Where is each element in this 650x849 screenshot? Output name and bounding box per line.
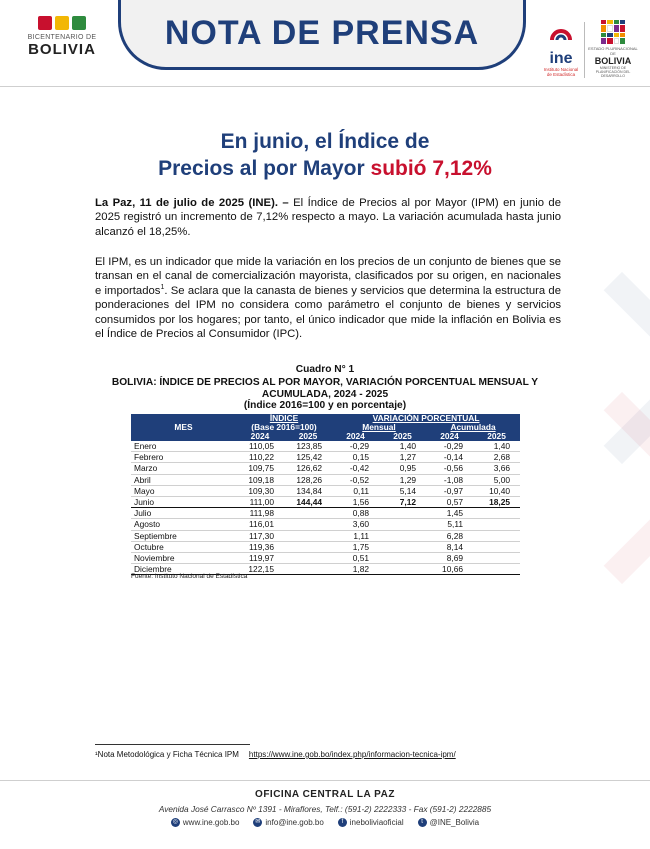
- table-cell-a25: [473, 564, 520, 575]
- table-row: [131, 508, 520, 519]
- table-cell-mes: Agosto: [131, 519, 236, 530]
- table-cell-mes: Enero: [131, 441, 236, 452]
- facebook-icon: f: [338, 818, 347, 827]
- table-cell-i25: 123,85: [284, 441, 332, 452]
- table-cell-m24: 0,15: [332, 452, 379, 463]
- table-row: [131, 530, 520, 541]
- table-cell-a24: 8,14: [426, 541, 473, 552]
- table-number: Cuadro N° 1: [295, 364, 355, 375]
- footnote: [95, 750, 456, 759]
- table-cell-mes: Noviembre: [131, 553, 236, 564]
- paragraph-definition: [95, 255, 561, 341]
- table-cell-i24: 110,22: [236, 452, 284, 463]
- paragraph-definition-a: El IPM, es un indicador que mide la variación en los precios de un conjunto de bienes que se transan en el canal de comercialización mayorista, clasificados por su origen, en nacionales e importados: [95, 256, 561, 297]
- contact-twitter[interactable]: [418, 818, 479, 827]
- table-cell-m25: 1,29: [379, 474, 426, 485]
- table-cell-m24: 0,11: [332, 485, 379, 496]
- table-cell-m24: -0,52: [332, 474, 379, 485]
- table-cell-m25: 7,12: [379, 497, 426, 508]
- table-row: [131, 463, 520, 474]
- table-cell-i24: 119,36: [236, 541, 284, 552]
- table-row: [131, 485, 520, 496]
- paragraph-definition-b: . Se aclara que la canasta de bienes y servicios que determina la estructura de ponderaciones del IPM no considera como parámetro el conjunto de bienes y servicios consumidos por los hogares; por tanto, el único indicador que mide la inflación en Bolivia es el Índice de Precios al Consumidor (IPC).: [95, 284, 561, 341]
- table-cell-mes: Octubre: [131, 541, 236, 552]
- paragraph-lead: [95, 196, 561, 239]
- table-cell-m24: 0,88: [332, 508, 379, 519]
- dateline: La Paz, 11 de julio de 2025 (INE). –: [95, 197, 289, 209]
- table-cell-i24: 122,15: [236, 564, 284, 575]
- bicentenario-label: BICENTENARIO DE: [27, 34, 97, 41]
- table-cell-mes: Mayo: [131, 485, 236, 496]
- paragraph-lead-text: El Índice de Precios al por Mayor (IPM) en junio de 2025 registró un incremento de 7,12% respecto a mayo. La variación acumulada hasta junio alcanzó el 18,25%.: [95, 197, 561, 238]
- twitter-icon: t: [418, 818, 427, 827]
- table-cell-a24: 10,66: [426, 564, 473, 575]
- table-cell-a24: 1,45: [426, 508, 473, 519]
- ministry-logo: [588, 20, 638, 80]
- table-cell-mes: Abril: [131, 474, 236, 485]
- table-title-text: BOLIVIA: ÍNDICE DE PRECIOS AL POR MAYOR, VARIACIÓN PORCENTUAL MENSUAL Y ACUMULADA, 2024 - 2025: [111, 377, 539, 400]
- table-cell-a24: -0,29: [426, 441, 473, 452]
- table-cell-a25: [473, 519, 520, 530]
- table-cell-m25: 1,40: [379, 441, 426, 452]
- col-header-year: 2024: [332, 432, 379, 441]
- table-cell-mes: Diciembre: [131, 564, 236, 575]
- table-cell-a25: 1,40: [473, 441, 520, 452]
- table-cell-i25: [284, 553, 332, 564]
- table-cell-i25: 144,44: [284, 497, 332, 508]
- page-header: [0, 0, 650, 88]
- footnote-text: ¹Nota Metodológica y Ficha Técnica IPM: [95, 750, 239, 759]
- table-cell-a24: -0,56: [426, 463, 473, 474]
- table-cell-i25: 134,84: [284, 485, 332, 496]
- footnote-link[interactable]: https://www.ine.gob.bo/index.php/informacion-tecnica-ipm/: [248, 750, 456, 759]
- table-cell-m24: 0,51: [332, 553, 379, 564]
- table-cell-a25: 5,00: [473, 474, 520, 485]
- col-header-indice: ÍNDICE: [236, 414, 332, 423]
- table-cell-mes: Marzo: [131, 463, 236, 474]
- table-cell-i24: 109,30: [236, 485, 284, 496]
- table-cell-a24: -0,14: [426, 452, 473, 463]
- table-cell-a25: 18,25: [473, 497, 520, 508]
- col-header-acumulada: Acumulada: [426, 423, 520, 432]
- table-cell-i25: [284, 564, 332, 575]
- table-cell-m24: -0,42: [332, 463, 379, 474]
- ipm-table: [131, 414, 520, 575]
- ministry-country: BOLIVIA: [594, 56, 632, 66]
- contact-twitter-text: @INE_Bolivia: [429, 818, 480, 827]
- banner-title: NOTA DE PRENSA: [164, 14, 480, 52]
- table-source: Fuente: Instituto Nacional de Estadística: [131, 573, 248, 580]
- table-row: [131, 474, 520, 485]
- table-cell-i25: [284, 541, 332, 552]
- col-header-year: 2025: [284, 432, 332, 441]
- table-cell-a24: 0,57: [426, 497, 473, 508]
- table-cell-a24: 5,11: [426, 519, 473, 530]
- footer-contacts: [0, 818, 650, 827]
- footer-rule: [0, 780, 650, 781]
- col-header-variacion: VARIACIÓN PORCENTUAL: [332, 414, 520, 423]
- contact-email[interactable]: [253, 818, 323, 827]
- table-cell-a25: [473, 553, 520, 564]
- table-cell-a25: [473, 508, 520, 519]
- table-cell-i24: 111,98: [236, 508, 284, 519]
- table-cell-m24: 3,60: [332, 519, 379, 530]
- table-cell-i25: [284, 519, 332, 530]
- col-header-year: 2024: [236, 432, 284, 441]
- table-cell-a24: 8,69: [426, 553, 473, 564]
- contact-web-text: www.ine.gob.bo: [182, 818, 240, 827]
- table-cell-i25: [284, 508, 332, 519]
- ministry-sub1: ESTADO PLURINACIONAL DE: [588, 46, 638, 56]
- contact-facebook-text: ineboliviaoficial: [349, 818, 404, 827]
- table-cell-i24: 110,05: [236, 441, 284, 452]
- table-cell-i25: 125,42: [284, 452, 332, 463]
- footer-office: OFICINA CENTRAL LA PAZ: [255, 789, 395, 800]
- table-cell-m24: 1,75: [332, 541, 379, 552]
- footnote-rule: [95, 744, 250, 745]
- ine-mark-icon: [548, 20, 574, 46]
- col-header-mensual: Mensual: [332, 423, 426, 432]
- table-cell-m25: [379, 530, 426, 541]
- bicentenario-logo: [20, 16, 104, 76]
- headline: [0, 128, 650, 182]
- ministry-sub2: MINISTERIO DE PLANIFICACIÓN DEL DESARROLLO: [595, 66, 631, 78]
- table-cell-m25: [379, 564, 426, 575]
- table-cell-mes: Julio: [131, 508, 236, 519]
- bicentenario-emblem: [20, 16, 104, 30]
- table-row: [131, 441, 520, 452]
- table-cell-a25: [473, 541, 520, 552]
- table-cell-m24: 1,11: [332, 530, 379, 541]
- table-cell-a25: 2,68: [473, 452, 520, 463]
- headline-highlight: subió 7,12%: [370, 157, 492, 180]
- col-header-mes: MES: [131, 414, 236, 441]
- contact-web[interactable]: [171, 818, 239, 827]
- table-cell-i24: 116,01: [236, 519, 284, 530]
- table-row: [131, 553, 520, 564]
- table-row: [131, 541, 520, 552]
- contact-email-text: info@ine.gob.bo: [265, 818, 324, 827]
- headline-line1: En junio, el Índice de: [220, 130, 430, 153]
- table-cell-m25: 0,95: [379, 463, 426, 474]
- table-subtitle: (Índice 2016=100 y en porcentaje): [243, 400, 407, 412]
- table-cell-mes: Febrero: [131, 452, 236, 463]
- table-cell-m24: 1,56: [332, 497, 379, 508]
- email-icon: ✉: [255, 819, 261, 825]
- table-cell-a24: 6,28: [426, 530, 473, 541]
- col-header-year: 2025: [379, 432, 426, 441]
- table-cell-m25: [379, 541, 426, 552]
- contact-facebook[interactable]: [338, 818, 404, 827]
- table-cell-i24: 111,00: [236, 497, 284, 508]
- press-release-banner: [118, 0, 526, 70]
- table-cell-m25: [379, 553, 426, 564]
- table-cell-m25: [379, 508, 426, 519]
- table-cell-mes: Junio: [131, 497, 236, 508]
- table-cell-m25: 5,14: [379, 485, 426, 496]
- table-cell-i25: 128,26: [284, 474, 332, 485]
- table-row: [131, 452, 520, 463]
- table-cell-i24: 117,30: [236, 530, 284, 541]
- ine-sub1: Instituto Nacional: [543, 67, 579, 72]
- logo-divider: [584, 22, 585, 78]
- table-row: [131, 519, 520, 530]
- ine-logo: [540, 20, 582, 80]
- globe-icon: ◎: [172, 819, 179, 825]
- table-cell-a24: -1,08: [426, 474, 473, 485]
- table-row: [131, 497, 520, 508]
- table-cell-mes: Septiembre: [131, 530, 236, 541]
- wiphala-icon: [601, 20, 625, 44]
- table-cell-m24: 1,82: [332, 564, 379, 575]
- table-cell-a25: 10,40: [473, 485, 520, 496]
- footer-address: Avenida José Carrasco Nº 1391 - Miraflores, Telf.: (591-2) 2222333 - Fax (591-2) 2222885: [158, 804, 492, 814]
- footnote-ref[interactable]: 1: [160, 284, 165, 292]
- bicentenario-country: BOLIVIA: [28, 41, 96, 58]
- table-cell-i24: 109,18: [236, 474, 284, 485]
- headline-line2-main: Precios al por Mayor: [158, 157, 371, 180]
- table-cell-m24: -0,29: [332, 441, 379, 452]
- table-cell-a25: 3,66: [473, 463, 520, 474]
- table-cell-i24: 119,97: [236, 553, 284, 564]
- header-rule: [0, 86, 650, 87]
- ine-abbr: ine: [549, 50, 573, 67]
- headline-line2: [0, 155, 650, 182]
- table-cell-i25: 126,62: [284, 463, 332, 474]
- col-header-year: 2025: [473, 432, 520, 441]
- col-header-year: 2024: [426, 432, 473, 441]
- col-header-base: (Base 2016=100): [236, 423, 332, 432]
- table-cell-i25: [284, 530, 332, 541]
- table-cell-a24: -0,97: [426, 485, 473, 496]
- table-title: [110, 377, 540, 412]
- ine-sub2: de Estadística: [546, 72, 576, 77]
- table-cell-m25: [379, 519, 426, 530]
- table-cell-i24: 109,75: [236, 463, 284, 474]
- table-cell-a25: [473, 530, 520, 541]
- table-cell-m25: 1,27: [379, 452, 426, 463]
